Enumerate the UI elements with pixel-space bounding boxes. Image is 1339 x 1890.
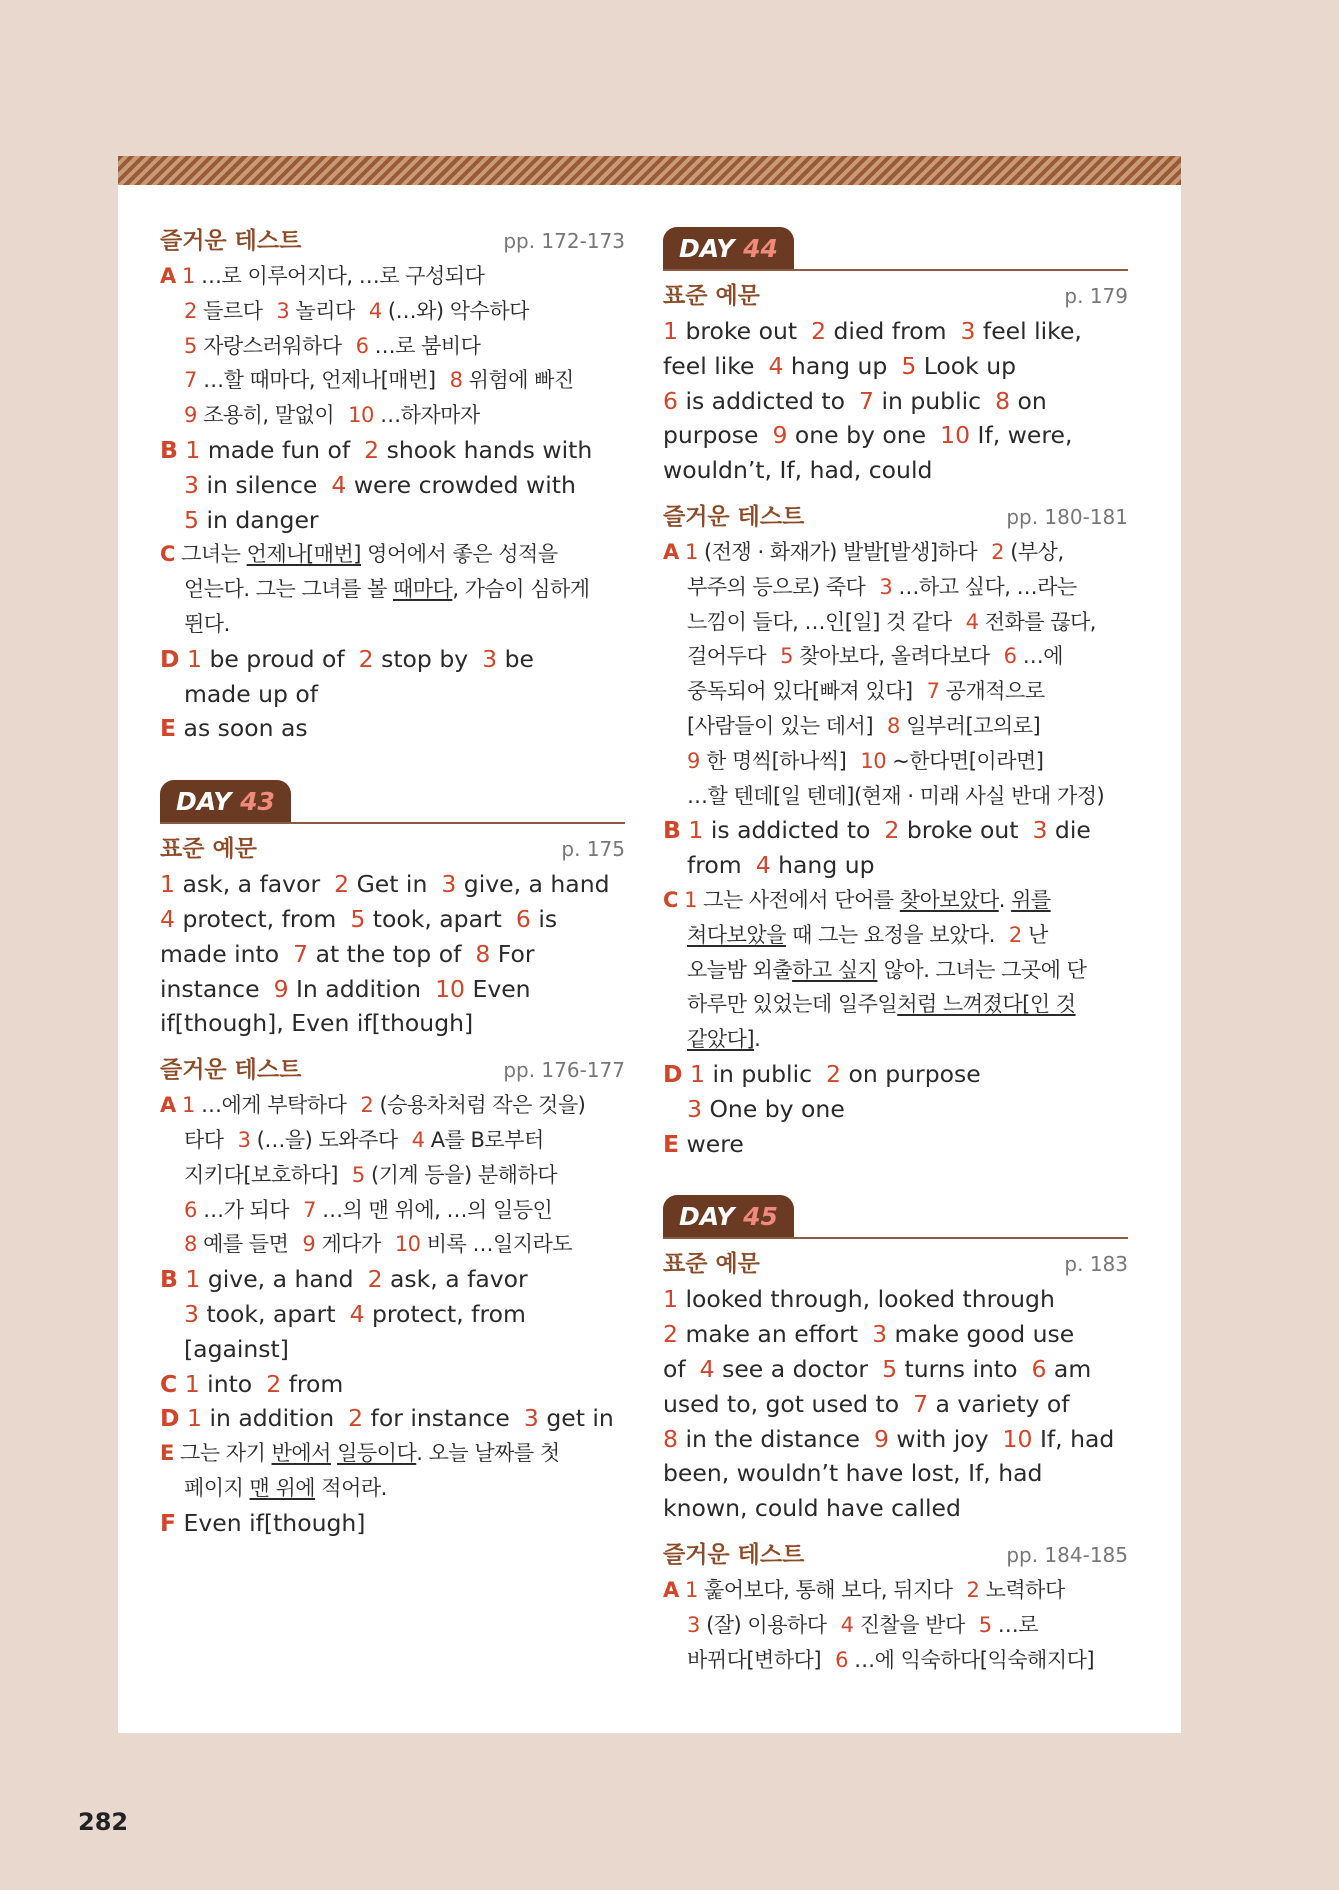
section-title: 표준 예문 [663,1251,760,1278]
day-43-header [160,780,625,824]
answer-line: made into 7 at the top of 8 For [160,939,535,968]
answer-line: 오늘밤 외출하고 싶지 않아. 그녀는 그곳에 단 [687,957,1087,982]
answer-line: 쳐다보았을 때 그는 요정을 보았다. 2 난 [687,922,1048,947]
answer-line: F Even if[though] [160,1508,366,1537]
answer-line: B 1 made fun of 2 shook hands with [160,435,593,464]
answer-line: E were [663,1129,744,1158]
answer-line: made up of [184,679,319,708]
answer-line: wouldn’t, If, had, could [663,456,933,485]
page-reference: pp. 172-173 [503,229,625,253]
answer-line: C 1 그는 사전에서 단어를 찾아보았다. 위를 [663,887,1051,912]
answer-line: 2 make an effort 3 make good use [663,1320,1075,1349]
answer-line: 얻는다. 그는 그녀를 볼 때마다, 가슴이 심하게 [184,577,590,602]
answer-line: feel like 4 hang up 5 Look up [663,351,1017,380]
answer-line: 타다 3 (…을) 도와주다 4 A를 B로부터 [184,1127,544,1152]
section-title: 즐거운 테스트 [160,228,302,254]
answer-line: 하루만 있었는데 일주일처럼 느껴졌다[인 것 [687,992,1076,1017]
section-title: 표준 예문 [160,836,257,863]
divider [663,269,1128,271]
answer-line: E 그는 자기 반에서 일등이다. 오늘 날짜를 첫 [160,1441,560,1466]
section-title: 즐거운 테스트 [663,503,805,530]
answer-line: 1 ask, a favor 2 Get in 3 give, a hand [160,870,610,899]
page-number: 282 [78,1808,129,1836]
header-stripe [118,156,1181,185]
answer-line: D 1 be proud of 2 stop by 3 be [160,644,534,673]
answer-line: 9 조용히, 말없이 10 …하자마자 [184,403,480,428]
answer-line: 3 (잘) 이용하다 4 진찰을 받다 5 …로 [687,1612,1039,1637]
answer-line: 6 …가 되다 7 …의 맨 위에, …의 일등인 [184,1197,553,1222]
answer-line: A 1 …에게 부탁하다 2 (승용차처럼 작은 것을) [160,1093,586,1118]
day-tab: DAY 44 [663,227,794,269]
section-header [160,222,625,255]
answer-line: 느낌이 들다, …인[일] 것 같다 4 전화를 끊다, [687,609,1096,634]
answer-line: 3 took, apart 4 protect, from [184,1299,526,1328]
answer-line: 페이지 맨 위에 적어라. [184,1475,387,1500]
page-reference: p. 183 [1064,1252,1128,1277]
answer-line: 1 broke out 2 died from 3 feel like, [663,317,1082,345]
left-column [160,222,625,1541]
answer-line: 1 looked through, looked through [663,1285,1055,1314]
answer-line: A 1 훑어보다, 통해 보다, 뒤지다 2 노력하다 [663,1577,1065,1602]
answer-line: 같았다]. [687,1027,761,1052]
answer-line: of 4 see a doctor 5 turns into 6 am [663,1354,1092,1383]
answer-line: E as soon as [160,714,308,743]
day-tab: DAY 45 [663,1195,794,1237]
right-column [663,227,1128,1677]
divider [160,822,625,824]
divider [663,1237,1128,1239]
answer-line: 9 한 명씩[하나씩] 10 ~한다면[이라면] [687,748,1044,773]
answer-line: 8 예를 들면 9 게다가 10 비록 …일지라도 [184,1232,573,1257]
section-title: 표준 예문 [663,283,760,309]
answer-line: …할 텐데[일 텐데](현재 · 미래 사실 반대 가정) [687,783,1105,808]
answer-line: B 1 is addicted to 2 broke out 3 die [663,816,1091,845]
section-title: 즐거운 테스트 [663,1541,805,1568]
answer-line: 8 in the distance 9 with joy 10 If, had [663,1424,1115,1453]
page-reference: pp. 176-177 [503,1058,625,1083]
day-tab: DAY 43 [160,780,291,822]
section-header [663,277,1128,310]
answer-line: C 1 into 2 from [160,1369,344,1398]
section-header [160,830,625,863]
answer-line: instance 9 In addition 10 Even [160,974,531,1003]
answer-line: D 1 in public 2 on purpose [663,1059,981,1088]
section-header [663,498,1128,531]
answer-line: A 1 …로 이루어지다, …로 구성되다 [160,264,485,288]
page-reference: pp. 184-185 [1006,1542,1128,1567]
answer-line: 3 One by one [687,1094,845,1123]
answer-line: 부주의 등으로) 죽다 3 …하고 싶다, …라는 [687,574,1077,599]
section-title: 즐거운 테스트 [160,1057,302,1084]
page-reference: p. 175 [561,837,625,862]
day-44-header [663,227,1128,271]
day-45-header [663,1195,1128,1239]
answer-key-page [118,185,1181,1733]
page-reference: p. 179 [1064,284,1128,308]
answer-line: A 1 (전쟁 · 화재가) 발발[발생]하다 2 (부상, [663,539,1064,564]
answer-line: 걸어두다 5 찾아보다, 올려다보다 6 …에 [687,644,1064,669]
answer-line: known, could have called [663,1494,961,1523]
answer-line: from 4 hang up [687,851,875,880]
answer-line: 2 들르다 3 놀리다 4 (…와) 악수하다 [184,298,529,323]
answer-line: [against] [184,1334,289,1363]
answer-line: B 1 give, a hand 2 ask, a favor [160,1265,528,1294]
answer-line: 5 in danger [184,505,319,534]
answer-line: 6 is addicted to 7 in public 8 on [663,386,1047,415]
answer-line: 3 in silence 4 were crowded with [184,470,576,499]
answer-line: 5 자랑스러워하다 6 …로 붐비다 [184,333,481,358]
answer-line: used to, got used to 7 a variety of [663,1389,1070,1418]
answer-line: if[though], Even if[though] [160,1009,474,1038]
answer-line: 7 …할 때마다, 언제나[매번] 8 위험에 빠진 [184,368,574,393]
answer-line: 중독되어 있다[빠져 있다] 7 공개적으로 [687,679,1045,704]
answer-line: D 1 in addition 2 for instance 3 get in [160,1404,614,1433]
section-header [663,1245,1128,1278]
answer-line: C 그녀는 언제나[매번] 영어에서 좋은 성적을 [160,542,558,567]
answer-line: been, wouldn’t have lost, If, had [663,1459,1043,1488]
answer-line: 지키다[보호하다] 5 (기계 등을) 분해하다 [184,1162,557,1187]
answer-line: 4 protect, from 5 took, apart 6 is [160,904,558,933]
answer-line: 바뀌다[변하다] 6 …에 익숙하다[익숙해지다] [687,1647,1095,1672]
section-header [663,1536,1128,1569]
answer-line: purpose 9 one by one 10 If, were, [663,421,1073,450]
page-reference: pp. 180-181 [1006,504,1128,529]
section-header [160,1051,625,1084]
answer-line: [사람들이 있는 데서] 8 일부러[고의로] [687,713,1041,738]
answer-line: 뛴다. [184,611,230,636]
